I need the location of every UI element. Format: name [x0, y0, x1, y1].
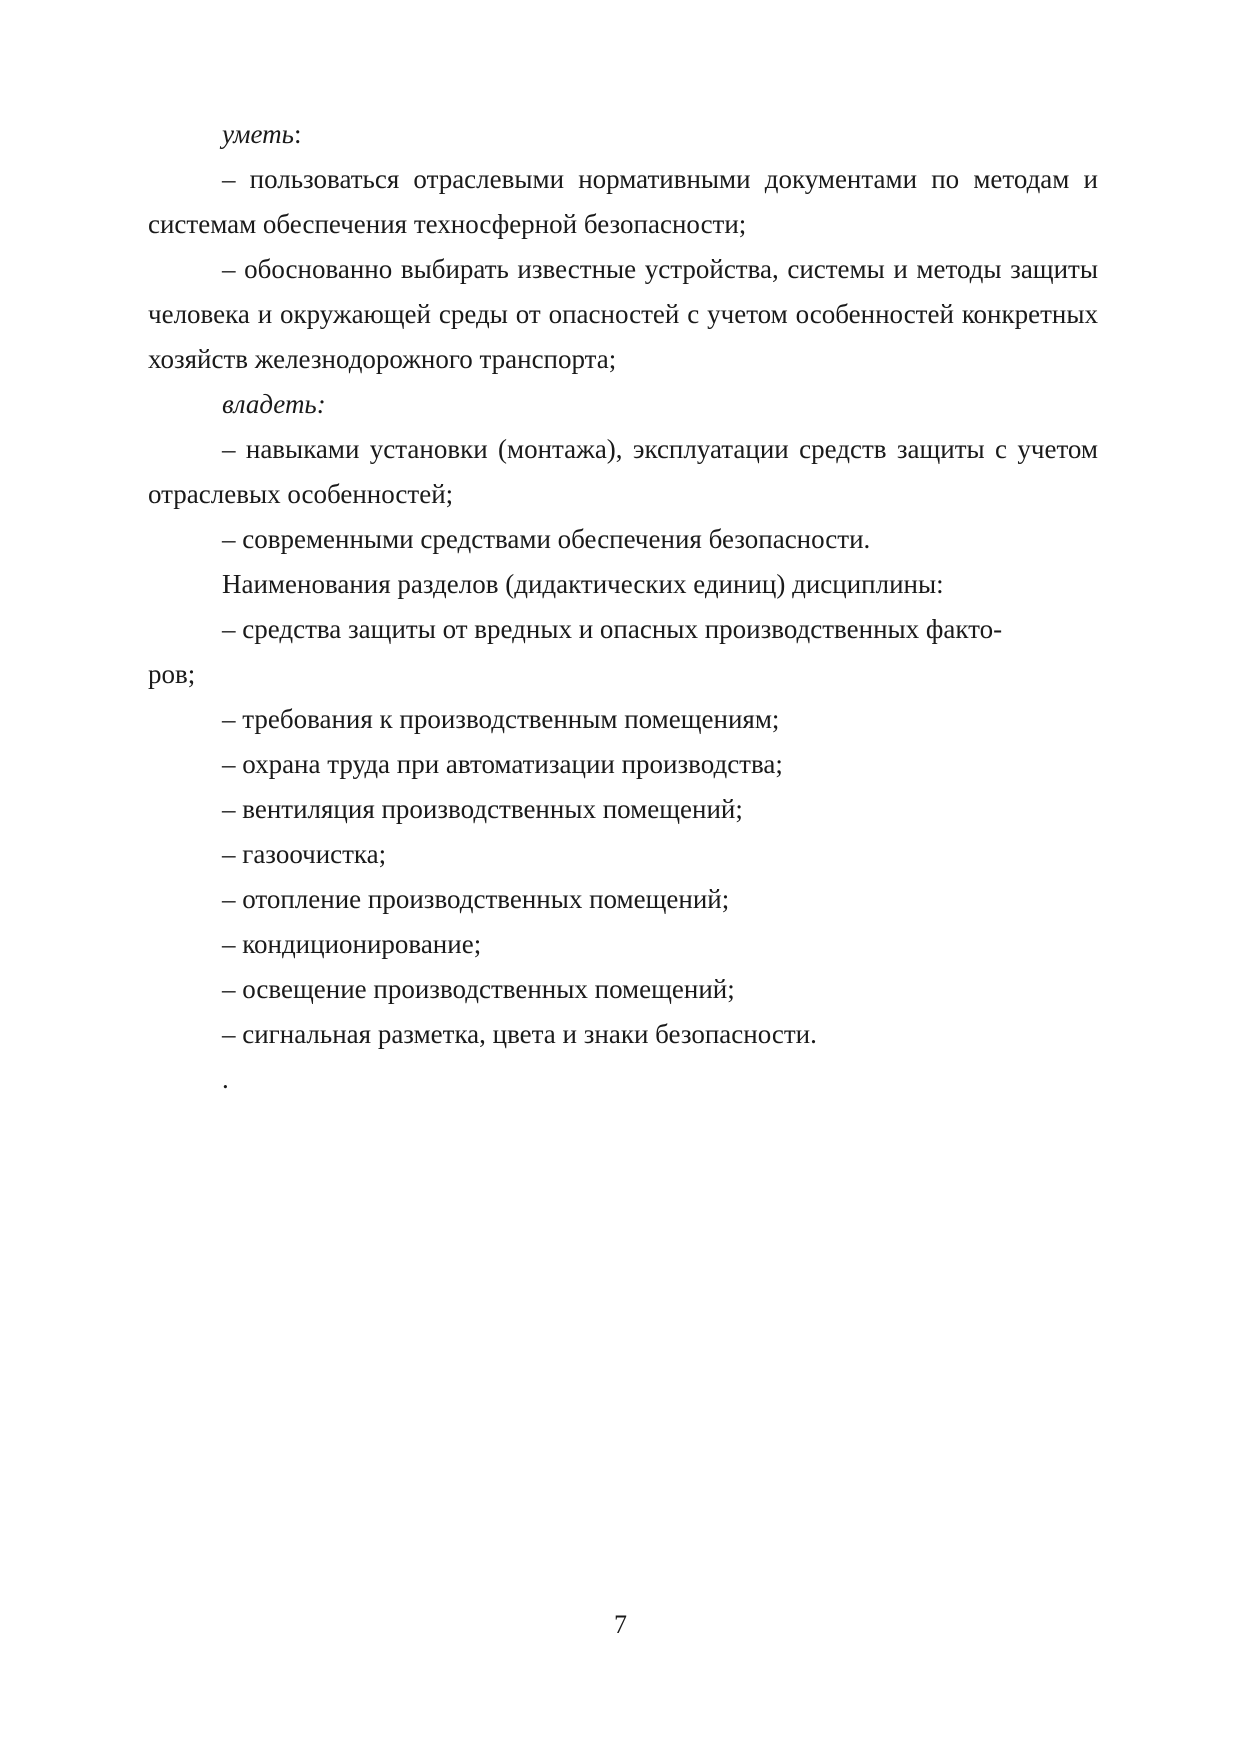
heading-umet-text: уметь [222, 119, 294, 149]
page-number: 7 [614, 1610, 627, 1639]
section-item [148, 607, 1098, 697]
section-item: – отопление производственных помещений; [222, 884, 730, 914]
heading-umet [148, 112, 1098, 157]
section-item: – требования к производственным помещениям; [222, 704, 780, 734]
heading-vladet: владеть: [222, 389, 326, 419]
section-item: – освещение производственных помещений; [222, 974, 735, 1004]
heading-umet-colon: : [293, 119, 302, 149]
vladet-item: – навыками установки (монтажа), эксплуатации средств защиты с учетом отраслевых особенностей; [148, 434, 1098, 509]
trailing-dot: . [222, 1064, 229, 1094]
section-item: – газоочистка; [222, 839, 387, 869]
vladet-item: – современными средствами обеспечения безопасности. [222, 524, 871, 554]
section-item: – кондиционирование; [222, 929, 482, 959]
section-item-line: ров; [148, 659, 196, 689]
section-item: – сигнальная разметка, цвета и знаки безопасности. [222, 1019, 817, 1049]
umet-item: – обоснованно выбирать известные устройства, системы и методы защиты человека и окружающей среды от опасностей с учетом особенностей конкретных хозяйств железнодорожного транспорта; [148, 254, 1098, 374]
section-item-line: – средства защиты от вредных и опасных производственных факто- [222, 614, 1003, 644]
section-item: – охрана труда при автоматизации производства; [222, 749, 783, 779]
umet-item: – пользоваться отраслевыми нормативными документами по методам и системам обеспечения техносферной безопасности; [148, 164, 1098, 239]
section-item: – вентиляция производственных помещений; [222, 794, 743, 824]
page-content [148, 112, 1098, 1102]
sections-heading: Наименования разделов (дидактических единиц) дисциплины: [222, 569, 944, 599]
